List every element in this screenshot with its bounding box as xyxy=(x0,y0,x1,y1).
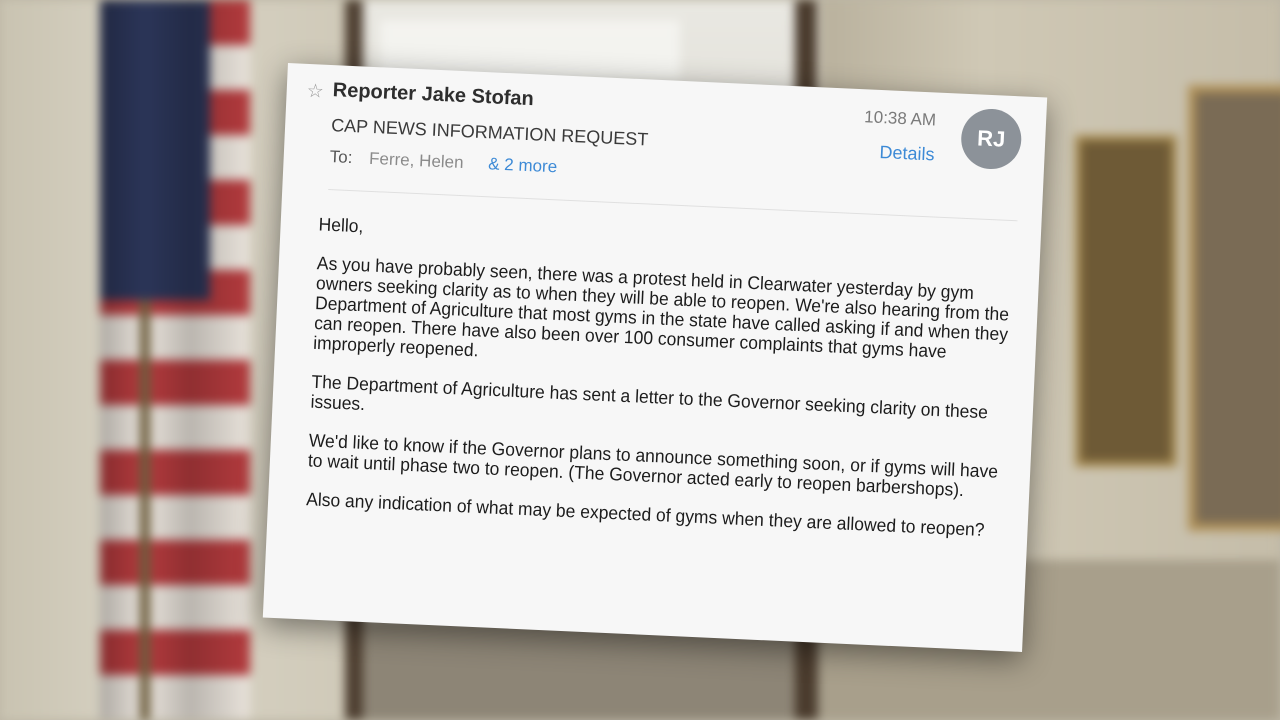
avatar[interactable] xyxy=(960,108,1023,171)
email-body xyxy=(305,215,1013,560)
body-paragraph: Also any indication of what may be expected of gyms when they are allowed to reopen? xyxy=(305,488,986,541)
more-recipients-link[interactable]: & 2 more xyxy=(487,154,558,177)
flag-folds xyxy=(100,0,250,720)
email-message xyxy=(263,63,1047,652)
body-paragraph: As you have probably seen, there was a protest held in Clearwater yesterday by gym owners seeking clarity as to when they will be able to reopen. We're also hearing from the Department of Agriculture that most gyms in the state have called asking if and when they can reopen. There have also been over 100 consumer complaints that gyms have improperly reopened. xyxy=(312,252,1010,362)
avatar-initials: RJ xyxy=(976,125,1006,152)
greeting: Hello, xyxy=(318,213,364,237)
email-subject: CAP NEWS INFORMATION REQUEST xyxy=(330,115,649,150)
header-divider xyxy=(328,189,1017,221)
email-time: 10:38 AM xyxy=(863,107,937,130)
recipients-row xyxy=(329,147,557,177)
details-link[interactable]: Details xyxy=(879,141,935,165)
star-icon[interactable]: ☆ xyxy=(306,80,325,103)
recipient-name[interactable]: Ferre, Helen xyxy=(368,148,464,173)
picture-frame xyxy=(1188,85,1280,531)
sender-name: Reporter Jake Stofan xyxy=(332,79,535,111)
picture-frame xyxy=(1075,135,1177,467)
flagpole xyxy=(140,300,150,720)
body-paragraph: The Department of Agriculture has sent a letter to the Governor seeking clarity on these issues. xyxy=(310,370,989,423)
to-label: To: xyxy=(329,147,353,168)
body-paragraph: We'd like to know if the Governor plans to announce something soon, or if gyms will have to wait until phase two to reopen. (The Governor acted early to reopen barbershops). xyxy=(307,429,999,501)
